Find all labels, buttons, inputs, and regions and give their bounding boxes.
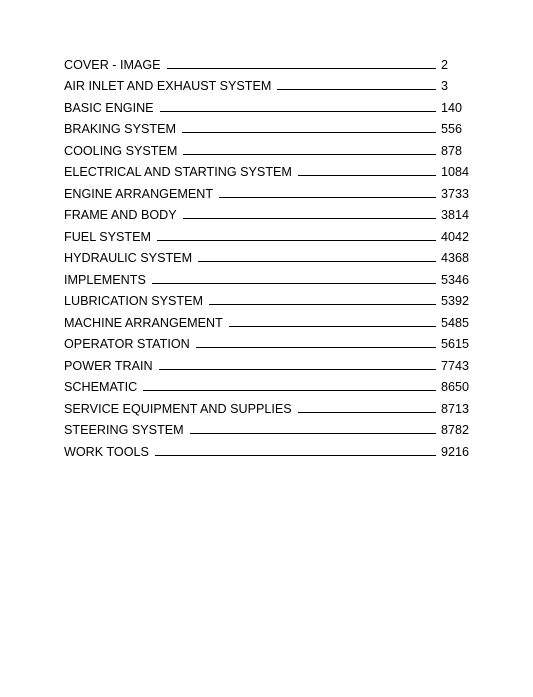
- toc-entry[interactable]: [64, 94, 474, 116]
- toc-entry[interactable]: [64, 223, 474, 245]
- toc-leader-line: [198, 261, 436, 262]
- toc-entry-title: WORK TOOLS: [64, 444, 149, 459]
- toc-entry-page: 2: [441, 57, 449, 72]
- toc-entry-page: 5615: [441, 337, 470, 351]
- toc-leader-line: [190, 433, 436, 434]
- toc-entry[interactable]: [64, 245, 474, 267]
- toc-entry-title: HYDRAULIC SYSTEM: [64, 251, 193, 265]
- toc-entry-page: 556: [441, 122, 463, 136]
- toc-entry-page: 8782: [441, 423, 470, 437]
- toc-entry[interactable]: [64, 51, 474, 73]
- toc-leader-line: [160, 111, 436, 112]
- toc-leader-line: [196, 347, 436, 348]
- toc-entry-title: OPERATOR STATION: [64, 337, 190, 351]
- toc-entry-page: 4368: [441, 251, 470, 265]
- toc-leader-line: [183, 154, 436, 155]
- toc-leader-line: [277, 89, 436, 90]
- toc-entry-title: SERVICE EQUIPMENT AND SUPPLIES: [64, 401, 292, 416]
- toc-entry-title: ENGINE ARRANGEMENT: [64, 186, 214, 201]
- toc-entry[interactable]: [64, 116, 474, 138]
- toc-entry-page: 3: [441, 79, 449, 93]
- toc-entry-title: FRAME AND BODY: [64, 208, 177, 222]
- table-of-contents: [64, 51, 474, 460]
- toc-leader-line: [143, 390, 436, 391]
- toc-entry-page: 878: [441, 143, 463, 158]
- toc-entry-title: COOLING SYSTEM: [64, 143, 178, 158]
- toc-entry-title: POWER TRAIN: [64, 358, 153, 373]
- toc-entry-page: 5346: [441, 272, 470, 287]
- toc-entry-title: MACHINE ARRANGEMENT: [64, 315, 223, 330]
- toc-entry-title: BRAKING SYSTEM: [64, 122, 176, 136]
- toc-entry[interactable]: [64, 438, 474, 460]
- toc-entry-page: 8650: [441, 380, 470, 394]
- toc-entry-title: SCHEMATIC: [64, 380, 138, 394]
- toc-leader-line: [182, 132, 436, 133]
- toc-entry[interactable]: [64, 352, 474, 374]
- toc-leader-line: [159, 369, 436, 370]
- toc-entry[interactable]: [64, 180, 474, 202]
- toc-leader-line: [183, 218, 436, 219]
- toc-entry-page: 1084: [441, 165, 470, 179]
- toc-leader-line: [155, 455, 436, 456]
- toc-entry-page: 8713: [441, 401, 470, 416]
- toc-entry[interactable]: [64, 309, 474, 331]
- toc-entry[interactable]: [64, 137, 474, 159]
- toc-entry[interactable]: [64, 266, 474, 288]
- toc-entry-title: ELECTRICAL AND STARTING SYSTEM: [64, 165, 292, 179]
- toc-entry-page: 7743: [441, 358, 470, 373]
- toc-entry-title: LUBRICATION SYSTEM: [64, 294, 204, 308]
- toc-entry-page: 3814: [441, 208, 470, 222]
- toc-entry-title: COVER - IMAGE: [64, 57, 161, 72]
- toc-leader-line: [209, 304, 436, 305]
- toc-leader-line: [298, 412, 436, 413]
- toc-entry-page: 4042: [441, 229, 470, 244]
- toc-entry-page: 5392: [441, 294, 470, 308]
- toc-entry[interactable]: [64, 159, 474, 181]
- toc-leader-line: [219, 197, 436, 198]
- toc-entry[interactable]: [64, 417, 474, 439]
- toc-entry-title: STEERING SYSTEM: [64, 423, 184, 437]
- toc-entry[interactable]: [64, 395, 474, 417]
- toc-entry-page: 140: [441, 100, 463, 115]
- toc-entry[interactable]: [64, 202, 474, 224]
- toc-leader-line: [157, 240, 436, 241]
- toc-entry-page: 5485: [441, 315, 470, 330]
- toc-leader-line: [229, 326, 436, 327]
- toc-leader-line: [167, 68, 436, 69]
- toc-leader-line: [298, 175, 436, 176]
- toc-entry-title: BASIC ENGINE: [64, 100, 154, 115]
- toc-entry[interactable]: [64, 331, 474, 353]
- toc-entry-page: 3733: [441, 186, 470, 201]
- toc-entry[interactable]: [64, 374, 474, 396]
- toc-entry-page: 9216: [441, 444, 470, 459]
- toc-entry[interactable]: [64, 73, 474, 95]
- toc-entry-title: FUEL SYSTEM: [64, 229, 152, 244]
- toc-entry-title: IMPLEMENTS: [64, 272, 146, 287]
- toc-entry-title: AIR INLET AND EXHAUST SYSTEM: [64, 79, 272, 93]
- toc-entry[interactable]: [64, 288, 474, 310]
- toc-leader-line: [152, 283, 436, 284]
